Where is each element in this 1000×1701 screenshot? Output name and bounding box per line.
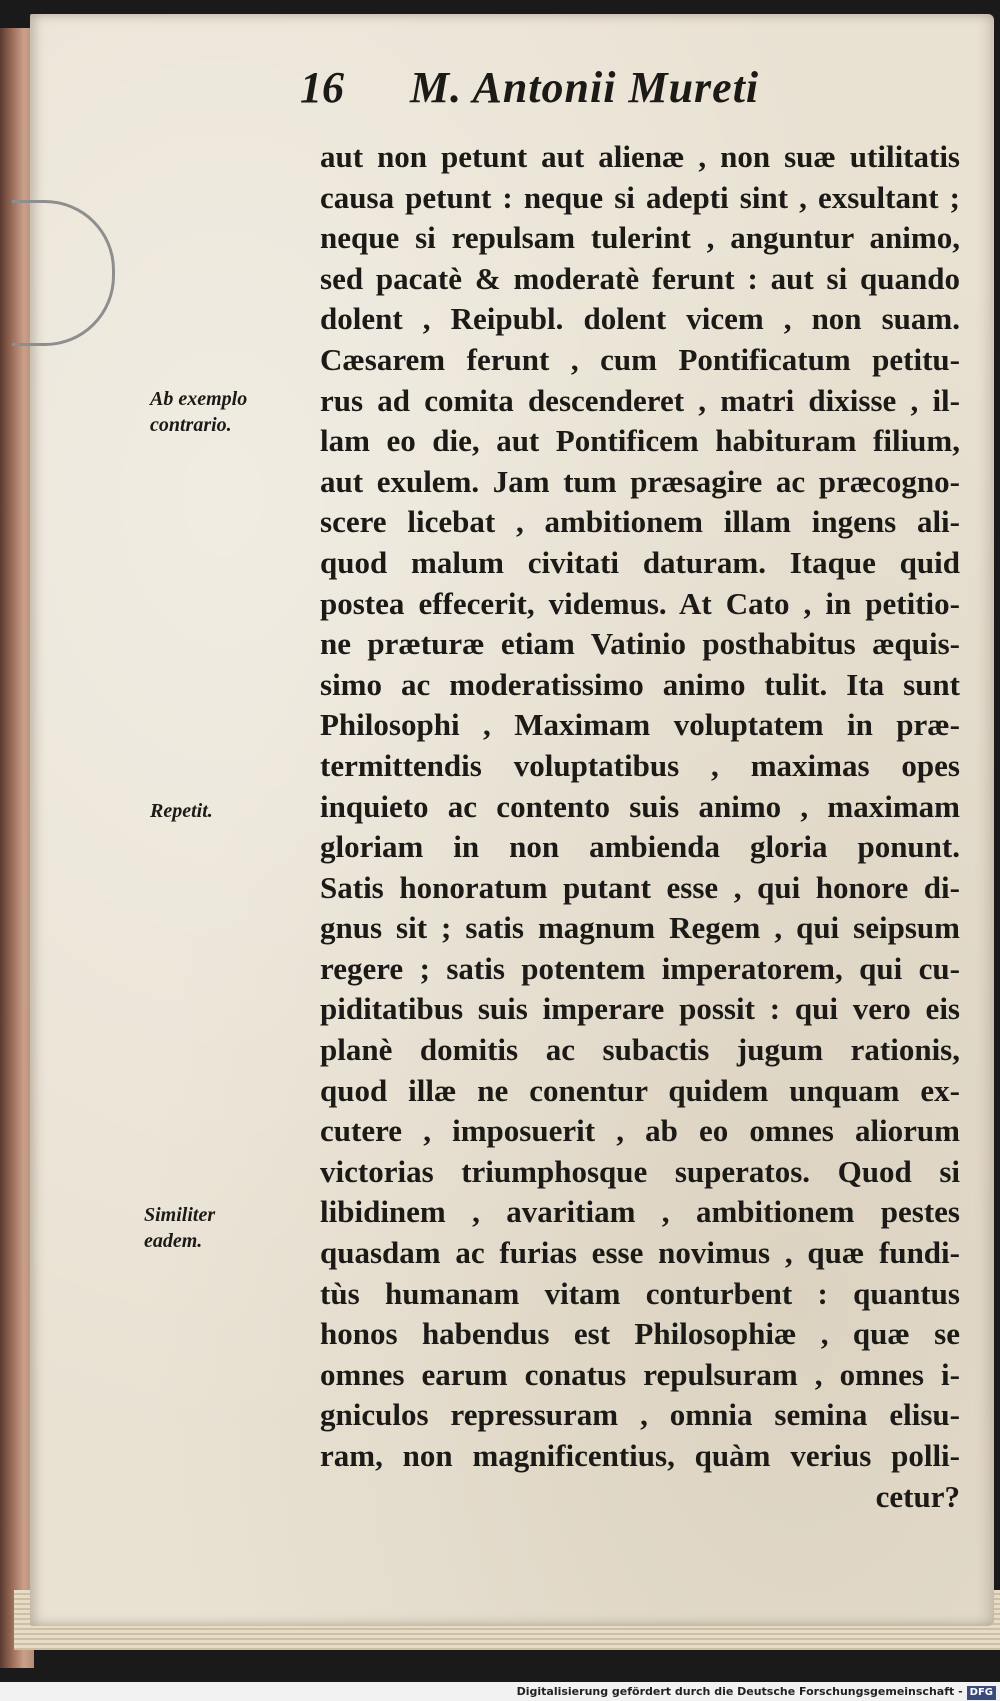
text-line: rus ad comita descenderet , matri dixisse , il- [320, 382, 960, 418]
text-line: lam eo die, aut Pontificem habituram filium, [320, 423, 960, 459]
text-line: quod illæ ne conentur quidem unquam ex- [320, 1072, 960, 1108]
margin-note-line: eadem. [144, 1230, 203, 1252]
text-line: omnes earum conatus repulsuram , omnes i- [320, 1356, 960, 1392]
footer-text: Digitalisierung gefördert durch die Deutsche Forschungsgemeinschaft - [516, 1685, 963, 1698]
margin-note-repetit [150, 798, 213, 824]
text-line: quasdam ac furias esse novimus , quæ fundi- [320, 1235, 960, 1271]
running-header [300, 58, 900, 118]
text-line: sed pacatè & moderatè ferunt : aut si quando [320, 260, 960, 296]
text-line: ram, non magnificentius, quàm verius polli- [320, 1438, 960, 1473]
digitization-footer [0, 1682, 1000, 1701]
text-line: honos habendus est Philosophiæ , quæ se [320, 1316, 960, 1352]
text-line: ne præturæ etiam Vatinio posthabitus æquis- [320, 626, 960, 662]
margin-note-line: Repetit. [150, 800, 213, 822]
text-line: regere ; satis potentem imperatorem, qui cu- [320, 950, 960, 986]
text-line: termittendis voluptatibus , maximas opes [320, 747, 960, 783]
text-line: planè domitis ac subactis jugum rationis, [320, 1032, 960, 1068]
text-line: gnus sit ; satis magnum Regem , qui seipsum [320, 910, 960, 946]
text-line: Philosophi , Maximam voluptatem in præ- [320, 707, 960, 743]
margin-note-ab-exemplo [150, 386, 247, 438]
text-line: postea effecerit, videmus. At Cato , in petitio- [320, 585, 960, 621]
text-line: piditatibus suis imperare possit : qui vero eis [320, 991, 960, 1027]
text-line: aut non petunt aut alienæ , non suæ utilitatis [320, 139, 960, 174]
text-line: neque si repulsam tulerint , anguntur animo, [320, 220, 960, 256]
margin-note-similiter [144, 1202, 215, 1254]
margin-note-line: contrario. [150, 414, 232, 436]
text-line: inquieto ac contento suis animo , maximam [320, 788, 960, 824]
margin-note-line: Similiter [144, 1204, 216, 1226]
text-line: causa petunt : neque si adepti sint , exsultant ; [320, 179, 960, 215]
dfg-logo: DFG [967, 1686, 996, 1700]
text-line: aut exulem. Jam tum præsagire ac præcogno- [320, 463, 960, 499]
running-title: M. Antonii Mureti [410, 63, 760, 112]
body-text [320, 137, 960, 1517]
text-line: simo ac moderatissimo animo tulit. Ita sunt [320, 666, 960, 702]
text-line: victorias triumphosque superatos. Quod si [320, 1153, 960, 1189]
text-line: cutere , imposuerit , ab eo omnes aliorum [320, 1113, 960, 1149]
text-line: Satis honoratum putant esse , qui honore di- [320, 869, 960, 905]
text-line: quod malum civitati daturam. Itaque quid [320, 544, 960, 580]
text-line: libidinem , avaritiam , ambitionem pestes [320, 1194, 960, 1230]
text-line: tùs humanam vitam conturbent : quantus [320, 1275, 960, 1311]
text-line: scere licebat , ambitionem illam ingens ali- [320, 504, 960, 540]
text-line: Cæsarem ferunt , cum Pontificatum petitu- [320, 341, 960, 377]
page-number: 16 [300, 63, 344, 112]
text-line: cetur? [875, 1478, 960, 1514]
text-line: dolent , Reipubl. dolent vicem , non suam. [320, 301, 960, 337]
text-line: gloriam in non ambienda gloria ponunt. [320, 829, 960, 865]
margin-note-line: Ab exemplo [150, 388, 248, 410]
page-clip [12, 200, 115, 346]
text-line: gniculos repressuram , omnia semina elisu- [320, 1397, 960, 1433]
